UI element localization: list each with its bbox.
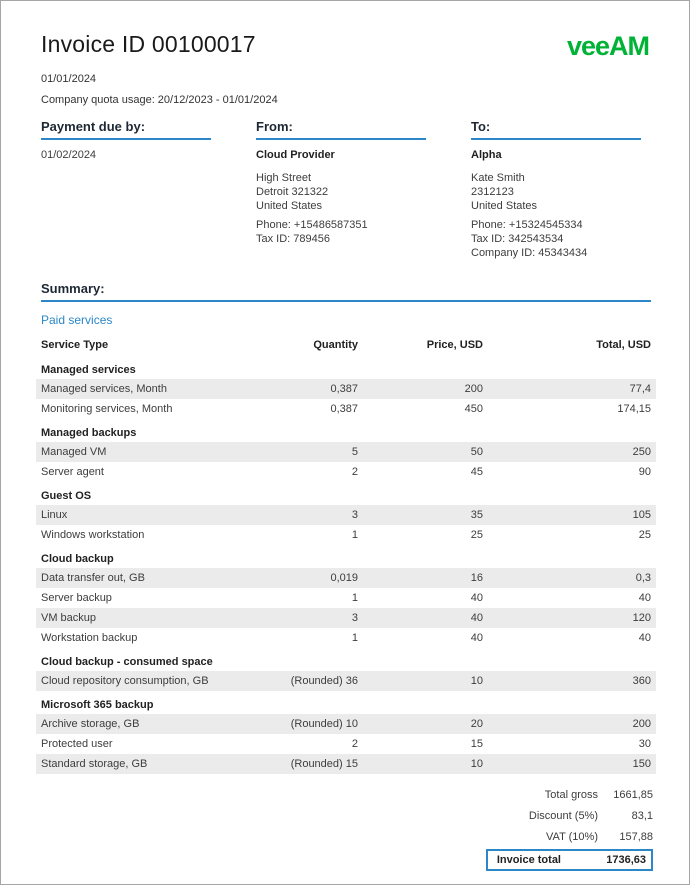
service-type-cell: Data transfer out, GB	[41, 572, 145, 584]
service-row	[36, 671, 656, 691]
total-cell: 40	[638, 592, 651, 604]
price-cell: 35	[470, 509, 483, 521]
payment-due-heading: Payment due by:	[41, 119, 211, 140]
quantity-cell: (Rounded) 15	[290, 758, 358, 770]
service-row	[36, 734, 656, 754]
quantity-cell: 2	[351, 738, 358, 750]
to-heading: To:	[471, 119, 641, 140]
total-cell: 150	[632, 758, 651, 770]
total-cell: 77,4	[629, 383, 651, 395]
service-type-cell: Monitoring services, Month	[41, 403, 173, 415]
total-cell: 0,3	[635, 572, 651, 584]
service-type-cell: Workstation backup	[41, 632, 138, 644]
from-address-line: High Street	[256, 172, 312, 184]
service-type-cell: Managed services, Month	[41, 383, 167, 395]
quantity-cell: 3	[351, 509, 358, 521]
total-cell: 30	[638, 738, 651, 750]
service-group-name: Managed services	[41, 363, 136, 376]
service-row	[36, 608, 656, 628]
service-row	[36, 568, 656, 588]
service-row	[36, 754, 656, 774]
payment-due-section	[41, 119, 211, 265]
total-cell: 40	[638, 632, 651, 644]
col-header-quantity: Quantity	[313, 339, 358, 351]
from-address-line: United States	[256, 200, 323, 212]
service-row	[36, 442, 656, 462]
service-type-cell: Cloud repository consumption, GB	[41, 675, 209, 687]
invoice-total-value: 1736,63	[606, 854, 646, 866]
price-cell: 15	[470, 738, 483, 750]
payment-due-date: 01/02/2024	[41, 149, 97, 161]
price-cell: 450	[464, 403, 483, 415]
to-company-name: Alpha	[471, 149, 502, 161]
document-header	[41, 31, 651, 61]
page-title: Invoice ID 00100017	[41, 31, 256, 57]
service-row	[36, 505, 656, 525]
price-cell: 50	[470, 446, 483, 458]
total-cell: 25	[638, 529, 651, 541]
quantity-cell: 1	[351, 529, 358, 541]
service-type-cell: Protected user	[41, 738, 113, 750]
invoice-date: 01/01/2024	[41, 73, 97, 85]
service-type-cell: Server backup	[41, 592, 112, 604]
service-group-name: Cloud backup - consumed space	[41, 655, 213, 668]
service-type-cell: Server agent	[41, 466, 104, 478]
price-cell: 40	[470, 632, 483, 644]
from-contacts	[256, 218, 426, 246]
service-row	[36, 525, 656, 545]
price-cell: 40	[470, 612, 483, 624]
total-cell: 250	[632, 446, 651, 458]
service-type-cell: Linux	[41, 509, 68, 521]
total-cell: 174,15	[617, 403, 651, 415]
service-row	[36, 628, 656, 648]
to-company-id: Company ID: 45343434	[471, 247, 588, 259]
totals-value: 1661,85	[613, 788, 653, 801]
total-cell: 200	[632, 718, 651, 730]
col-header-price: Price, USD	[426, 339, 483, 351]
service-group-name: Cloud backup	[41, 552, 114, 565]
price-cell: 25	[470, 529, 483, 541]
service-row	[36, 379, 656, 399]
totals-value: 157,88	[619, 830, 653, 843]
price-cell: 16	[470, 572, 483, 584]
to-section	[471, 119, 641, 265]
service-group-name: Guest OS	[41, 489, 92, 502]
price-cell: 200	[464, 383, 483, 395]
service-type-cell: Windows workstation	[41, 529, 145, 541]
service-type-cell: VM backup	[41, 612, 97, 624]
totals-row	[41, 784, 653, 805]
quantity-cell: (Rounded) 36	[290, 675, 358, 687]
quantity-cell: 5	[351, 446, 358, 458]
totals-row	[41, 826, 653, 847]
to-address-line: 2312123	[471, 186, 514, 198]
price-cell: 10	[470, 758, 483, 770]
service-group-heading	[36, 655, 656, 668]
col-header-service-type: Service Type	[41, 339, 109, 351]
totals-label: VAT (10%)	[546, 830, 598, 843]
quantity-cell: 2	[351, 466, 358, 478]
to-address-line: United States	[471, 200, 538, 212]
services-table	[36, 334, 656, 774]
service-row	[36, 714, 656, 734]
services-table-body	[36, 363, 656, 774]
from-section	[256, 119, 426, 265]
totals-label: Total gross	[544, 788, 598, 801]
quantity-cell: 1	[351, 632, 358, 644]
total-cell: 360	[632, 675, 651, 687]
invoice-info-columns	[41, 119, 651, 265]
from-phone: Phone: +15486587351	[256, 219, 368, 231]
to-contacts	[471, 218, 641, 260]
total-cell: 105	[632, 509, 651, 521]
service-row	[36, 399, 656, 419]
from-company-name: Cloud Provider	[256, 149, 335, 161]
from-address	[256, 171, 426, 213]
totals-section	[41, 784, 653, 871]
price-cell: 10	[470, 675, 483, 687]
quantity-cell: 1	[351, 592, 358, 604]
service-row	[36, 462, 656, 482]
invoice-total-box	[486, 849, 653, 871]
from-heading: From:	[256, 119, 426, 140]
veeam-logo: veeAM	[566, 31, 649, 61]
to-phone: Phone: +15324545334	[471, 219, 583, 231]
totals-label: Discount (5%)	[528, 809, 598, 822]
to-address-line: Kate Smith	[471, 172, 525, 184]
totals-row	[41, 805, 653, 826]
quantity-cell: 0,019	[330, 572, 358, 584]
service-group-heading	[36, 489, 656, 502]
invoice-total-label: Invoice total	[496, 854, 561, 866]
quantity-cell: 0,387	[330, 403, 358, 415]
from-tax-id: Tax ID: 789456	[256, 233, 330, 245]
total-cell: 90	[638, 466, 651, 478]
price-cell: 20	[470, 718, 483, 730]
summary-heading: Summary:	[41, 281, 651, 302]
quantity-cell: 3	[351, 612, 358, 624]
service-group-heading	[36, 552, 656, 565]
total-cell: 120	[632, 612, 651, 624]
from-address-line: Detroit 321322	[256, 186, 329, 198]
service-group-heading	[36, 698, 656, 711]
totals-rows	[41, 784, 653, 847]
service-type-cell: Standard storage, GB	[41, 758, 148, 770]
service-group-name: Managed backups	[41, 426, 137, 439]
col-header-total: Total, USD	[596, 339, 651, 351]
to-tax-id: Tax ID: 342543534	[471, 233, 564, 245]
service-type-cell: Managed VM	[41, 446, 107, 458]
quota-usage: Company quota usage: 20/12/2023 - 01/01/2024	[41, 94, 278, 106]
service-group-heading	[36, 426, 656, 439]
service-row	[36, 588, 656, 608]
to-address	[471, 171, 641, 213]
services-table-header	[36, 334, 656, 356]
price-cell: 40	[470, 592, 483, 604]
paid-services-link[interactable]: Paid services	[41, 313, 113, 327]
service-type-cell: Archive storage, GB	[41, 718, 140, 730]
quantity-cell: (Rounded) 10	[290, 718, 358, 730]
quantity-cell: 0,387	[330, 383, 358, 395]
service-group-heading	[36, 363, 656, 376]
totals-value: 83,1	[631, 809, 653, 822]
service-group-name: Microsoft 365 backup	[41, 698, 154, 711]
price-cell: 45	[470, 466, 483, 478]
